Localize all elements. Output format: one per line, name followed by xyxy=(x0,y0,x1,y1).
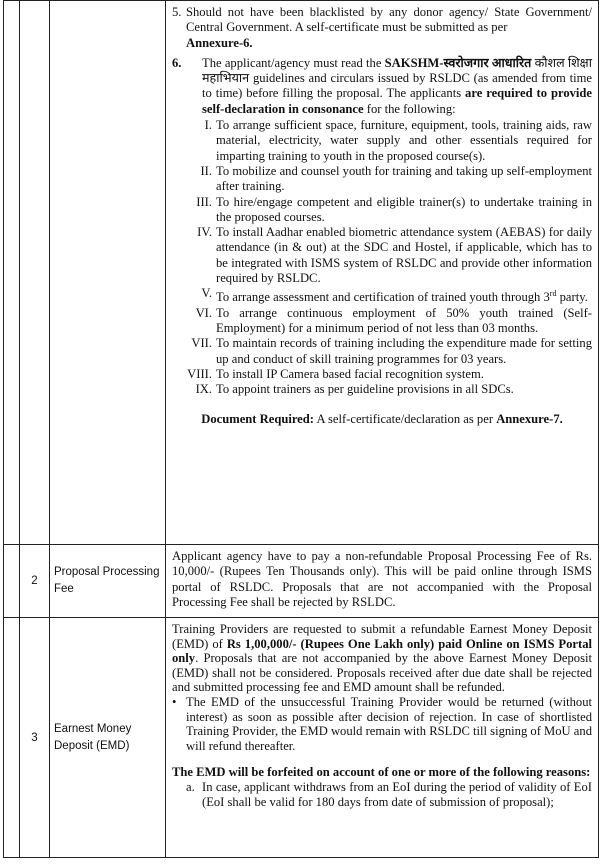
margin-cell xyxy=(4,545,20,618)
conditions-cell xyxy=(166,1,599,545)
condition-item-5: 5. Should not have been blacklisted by any donor agency/ State Government/ Central Government. A self-certificate must be submitted as per Annexure-6. xyxy=(172,5,592,50)
document-required-note: Document Required: A self-certificate/declaration as per Annexure-7. xyxy=(201,411,563,426)
obligation-item: III. To hire/engage competent and eligible trainer(s) to undertake training in the proposed courses. xyxy=(196,194,592,224)
eligibility-table xyxy=(3,0,599,858)
annexure-7-ref: Annexure-7. xyxy=(496,411,563,426)
emd-cell xyxy=(166,618,599,858)
obligation-item: VIII. To install IP Camera based facial recognition system. xyxy=(187,367,484,382)
label-cell-empty xyxy=(50,1,166,545)
obligation-item: IV. To install Aadhar enabled biometric attendance system (AEBAS) for daily attendance (in & out) at the SDC and Hostel, if applicable, which has to be integrated with ISMS system of RSLDC and provide other information required by RSLDC. xyxy=(197,225,592,286)
obligation-item: VI. To arrange continuous employment of 50% youth trained (Self-Employment) for a minimum period of not less than 03 months. xyxy=(195,305,592,336)
row-label: Earnest Money Deposit (EMD) xyxy=(50,618,166,858)
condition-item-6: 6. The applicant/agency must read the SAKSHM-स्वरोजगार आधारित कौशल शिक्षा महाभियान guidelines and circulars issued by RSLDC (as amended from time to time) before filling the proposal. The applicants are required to provide self-declaration in consonance for the following: xyxy=(172,55,593,116)
obligation-item: II. To mobilize and counsel youth for training and taking up self-employment after training. xyxy=(200,163,592,194)
scheme-name: SAKSHM-स्वरोजगार आधारित xyxy=(384,55,532,70)
processing-fee-text: Applicant agency have to pay a non-refundable Proposal Processing Fee of Rs. 10,000/- (Rupees Ten Thousands only). This will be paid online through ISMS portal of RSLDC. Proposals that are not accompanied with the Proposal Processing Fee shall be rejected by RSLDC. xyxy=(166,545,599,618)
obligation-item: IX. To appoint trainers as per guideline provisions in all SDCs. xyxy=(195,382,514,397)
obligations-list xyxy=(172,118,592,398)
table-row-conditions xyxy=(4,1,599,545)
forfeit-reason-a: a. In case, applicant withdraws from an EoI during the period of validity of EoI (EoI shall be valid for 180 days from date of submission of proposal); xyxy=(186,779,592,809)
row-number: 2 xyxy=(20,545,50,618)
annexure-6-ref: Annexure-6. xyxy=(186,35,253,50)
obligation-item: VII. To maintain records of training including the expenditure made for setting up and conduct of skill training programmes for 03 years. xyxy=(191,336,592,366)
row-number: 3 xyxy=(20,618,50,858)
emd-refund-bullet: • The EMD of the unsuccessful Training Provider would be returned (without interest) as soon as possible after decision of rejection. In case of shortlisted Training Provider, the EMD would remain with RSLDC till signing of MoU and will refund thereafter. xyxy=(172,694,592,753)
obligation-item: V. To arrange assessment and certification of trained youth through 3rd party. xyxy=(201,286,588,305)
obligation-item: I. To arrange sufficient space, furniture, equipment, tools, training aids, raw material, electricity, water supply and other essentials required for imparting training to youth in the proposed course(s). xyxy=(204,118,592,163)
serial-cell-empty xyxy=(20,1,50,545)
table-row-processing-fee xyxy=(4,545,599,618)
margin-cell xyxy=(4,618,20,858)
margin-cell xyxy=(4,1,20,545)
row-label: Proposal Processing Fee xyxy=(50,545,166,618)
table-row-emd xyxy=(4,618,599,858)
emd-paragraph: Training Providers are requested to submit a refundable Earnest Money Deposit (EMD) of Rs 1,00,000/- (Rupees One Lakh only) paid Online on ISMS Portal only. Proposals that are not accompanied by the above Earnest Money Deposit (EMD) shall not be considered. Proposals received after due date shall be rejected and submitted processing fee and EMD amount shall be refunded. xyxy=(172,622,592,695)
forfeit-heading: The EMD will be forfeited on account of one or more of the following reasons: xyxy=(172,765,591,780)
